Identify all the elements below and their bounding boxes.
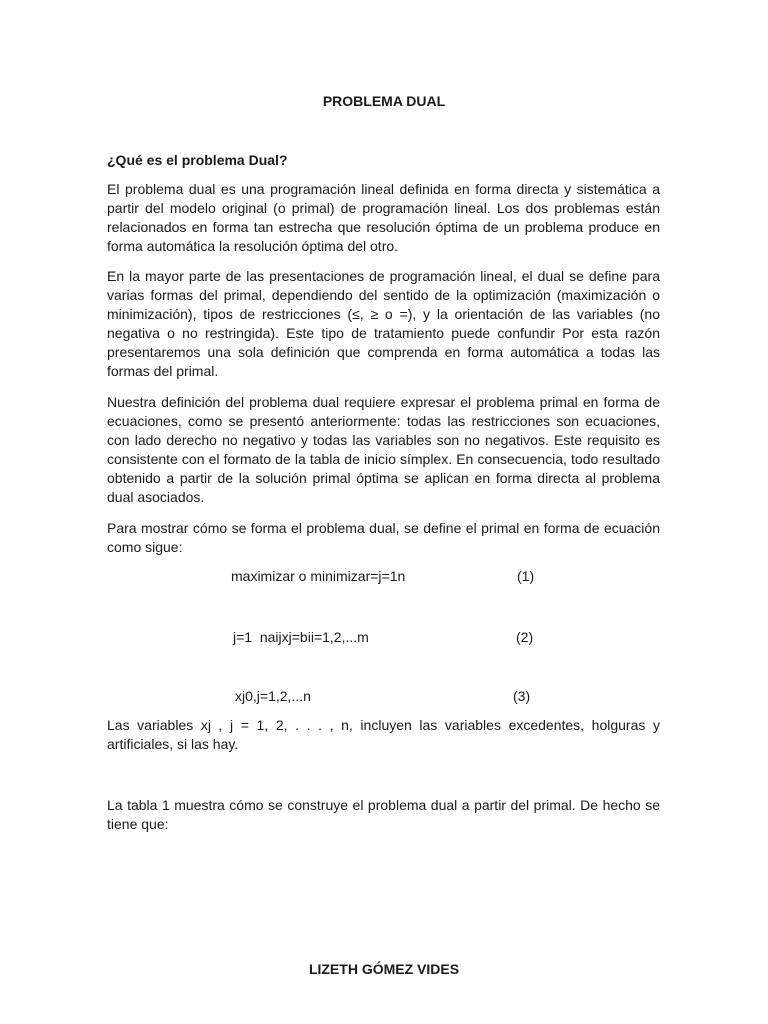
equation-2-number: (2)	[516, 629, 534, 645]
paragraph-variables: Las variables xj , j = 1, 2, . . . , n, incluyen las variables excedentes, holguras y artificiales, si las hay.	[107, 717, 660, 752]
question-heading: ¿Qué es el problema Dual?	[107, 152, 288, 168]
equation-3: xj0,j=1,2,...n	[235, 688, 311, 704]
equation-2: j=1 naijxj=bii=1,2,...m	[233, 629, 369, 645]
equation-1-number: (1)	[517, 568, 535, 584]
equation-3-number: (3)	[513, 688, 531, 704]
paragraph-table: La tabla 1 muestra cómo se construye el problema dual a partir del primal. De hecho se tiene que:	[107, 797, 660, 832]
equation-1: maximizar o minimizar=j=1n	[231, 568, 406, 584]
page-title: PROBLEMA DUAL	[322, 93, 446, 109]
paragraph-requirement: Nuestra definición del problema dual requiere expresar el problema primal en forma de ecuaciones, como se presentó anteriormente: todas las restricciones son ecuaciones, con lado derecho no negativo y todas las variables son no negativos. Este requisito es consistente con el formato de la tabla de inicio símplex. En consecuencia, todo resultado obtenido a partir de la solución primal óptima se aplican en forma directa al problema dual asociados.	[107, 394, 660, 505]
footer-author: LIZETH GÓMEZ VIDES	[308, 961, 460, 977]
paragraph-primal-intro: Para mostrar cómo se forma el problema dual, se define el primal en forma de ecuación como sigue:	[107, 520, 660, 555]
paragraph-definition: El problema dual es una programación lineal definida en forma directa y sistemática a partir del modelo original (o primal) de programación lineal. Los dos problemas están relacionados en forma tan estrecha que resolución óptima de un problema produce en forma automática la resolución óptima del otro.	[107, 181, 660, 254]
paragraph-forms: En la mayor parte de las presentaciones de programación lineal, el dual se define para varias formas del primal, dependiendo del sentido de la optimización (maximización o minimización), tipos de restricciones (≤, ≥ o =), y la orientación de las variables (no negativa o no restringida). Este tipo de tratamiento puede confundir Por esta razón presentaremos una sola definición que comprenda en forma automática a todas las formas del primal.	[107, 268, 660, 379]
